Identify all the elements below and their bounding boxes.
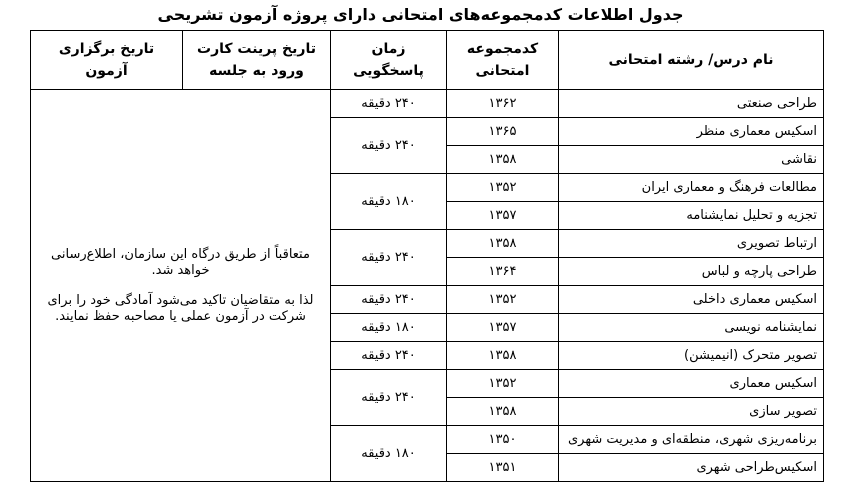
course-name: تصویر متحرک (انیمیشن) xyxy=(559,342,824,370)
course-name: تصویر سازی xyxy=(559,398,824,426)
course-code: ۱۳۶۴ xyxy=(447,258,559,286)
answer-time: ۲۴۰ دقیقه xyxy=(331,370,447,426)
course-name: طراحی پارچه و لباس xyxy=(559,258,824,286)
course-code: ۱۳۵۲ xyxy=(447,174,559,202)
header-name: نام درس/ رشته امتحانی xyxy=(559,31,824,90)
exam-table xyxy=(30,30,824,482)
course-name: نمایشنامه نویسی xyxy=(559,314,824,342)
announcement-note xyxy=(31,90,331,482)
header-exam-date: تاریخ برگزاری آزمون xyxy=(31,31,183,90)
answer-time: ۲۴۰ دقیقه xyxy=(331,90,447,118)
answer-time: ۲۴۰ دقیقه xyxy=(331,342,447,370)
course-name: مطالعات فرهنگ و معماری ایران xyxy=(559,174,824,202)
course-name: تجزیه و تحلیل نمایشنامه xyxy=(559,202,824,230)
note-line-2: لذا به متقاضیان تاکید می‌شود آمادگی خود را برای شرکت در آزمون عملی یا مصاحبه حفظ نمایند. xyxy=(47,292,314,324)
course-name: برنامه‌ریزی شهری، منطقه‌ای و مدیریت شهری xyxy=(559,426,824,454)
header-row xyxy=(31,31,824,90)
header-time: زمان پاسخگویی xyxy=(331,31,447,90)
course-code: ۱۳۵۷ xyxy=(447,314,559,342)
answer-time: ۱۸۰ دقیقه xyxy=(331,174,447,230)
course-code: ۱۳۶۲ xyxy=(447,90,559,118)
table-title: جدول اطلاعات کدمجموعه‌های امتحانی دارای پروژه آزمون تشریحی xyxy=(157,5,684,24)
course-name: ارتباط تصویری xyxy=(559,230,824,258)
course-name: اسکیس معماری xyxy=(559,370,824,398)
course-code: ۱۳۵۲ xyxy=(447,286,559,314)
course-code: ۱۳۵۷ xyxy=(447,202,559,230)
answer-time: ۲۴۰ دقیقه xyxy=(331,286,447,314)
answer-time: ۱۸۰ دقیقه xyxy=(331,314,447,342)
course-code: ۱۳۵۱ xyxy=(447,454,559,482)
course-code: ۱۳۵۲ xyxy=(447,370,559,398)
course-code: ۱۳۵۸ xyxy=(447,398,559,426)
header-code: کدمجموعه امتحانی xyxy=(447,31,559,90)
answer-time: ۲۴۰ دقیقه xyxy=(331,118,447,174)
course-code: ۱۳۵۸ xyxy=(447,230,559,258)
course-name: اسکیس معماری داخلی xyxy=(559,286,824,314)
course-name: طراحی صنعتی xyxy=(559,90,824,118)
header-card-date: تاریخ پرینت کارت ورود به جلسه xyxy=(183,31,331,90)
course-code: ۱۳۵۰ xyxy=(447,426,559,454)
course-name: نقاشی xyxy=(559,146,824,174)
course-code: ۱۳۵۸ xyxy=(447,146,559,174)
course-name: اسکیس معماری منظر xyxy=(559,118,824,146)
answer-time: ۱۸۰ دقیقه xyxy=(331,426,447,482)
course-code: ۱۳۶۵ xyxy=(447,118,559,146)
note-line-1: متعاقباً از طریق درگاه این سازمان، اطلاع‌رسانی خواهد شد. xyxy=(51,246,310,278)
table-row xyxy=(31,90,824,118)
course-code: ۱۳۵۸ xyxy=(447,342,559,370)
course-name: اسکیس‌طراحی شهری xyxy=(559,454,824,482)
answer-time: ۲۴۰ دقیقه xyxy=(331,230,447,286)
